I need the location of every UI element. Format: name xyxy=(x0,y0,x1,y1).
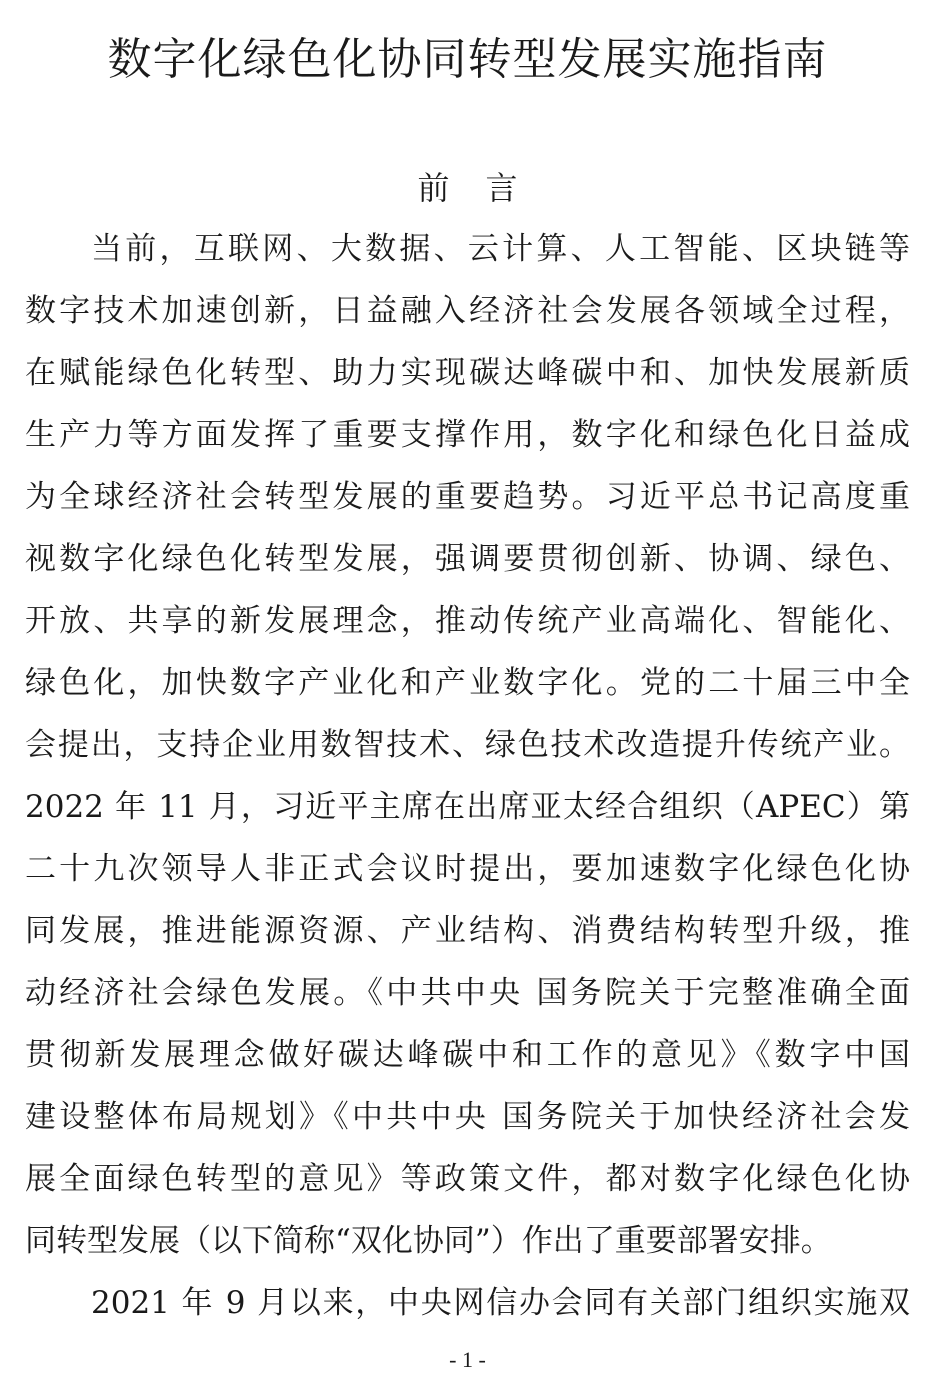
section-heading-char-2: 言 xyxy=(485,169,518,207)
paragraph-line: 二十九次领导人非正式会议时提出，要加速数字化绿色化协 xyxy=(25,851,910,887)
paragraph-line: 为全球经济社会转型发展的重要趋势。习近平总书记高度重 xyxy=(25,479,910,515)
paragraph-line: 生产力等方面发挥了重要支撑作用，数字化和绿色化日益成 xyxy=(25,417,910,453)
paragraph-line: 同发展，推进能源资源、产业结构、消费结构转型升级，推 xyxy=(25,913,910,949)
paragraph-line: 数字技术加速创新，日益融入经济社会发展各领域全过程， xyxy=(25,293,910,329)
paragraph-line: 会提出，支持企业用数智技术、绿色技术改造提升传统产业。 xyxy=(25,727,910,763)
paragraph-line: 开放、共享的新发展理念，推动传统产业高端化、智能化、 xyxy=(25,603,910,639)
paragraph-line: 动经济社会绿色发展。《中共中央 国务院关于完整准确全面 xyxy=(25,975,910,1011)
paragraph-line: 2021 年 9 月以来，中央网信办会同有关部门组织实施双 xyxy=(91,1285,910,1321)
section-heading-char-1: 前 xyxy=(417,169,450,207)
paragraph-1 xyxy=(25,218,910,1272)
paragraph-line: 同转型发展（以下简称“双化协同”）作出了重要部署安排。 xyxy=(25,1223,832,1259)
page-number: - 1 - xyxy=(449,1347,486,1372)
body-text xyxy=(25,218,910,1334)
paragraph-2 xyxy=(25,1272,910,1334)
paragraph-line: 2022 年 11 月，习近平主席在出席亚太经合组织（APEC）第 xyxy=(25,789,910,825)
paragraph-line: 贯彻新发展理念做好碳达峰碳中和工作的意见》《数字中国 xyxy=(25,1037,910,1073)
paragraph-line: 在赋能绿色化转型、助力实现碳达峰碳中和、加快发展新质 xyxy=(25,355,910,391)
section-heading-preface xyxy=(0,162,935,214)
paragraph-line: 当前，互联网、大数据、云计算、人工智能、区块链等 xyxy=(91,231,910,267)
paragraph-line: 视数字化绿色化转型发展，强调要贯彻创新、协调、绿色、 xyxy=(25,541,910,577)
paragraph-line: 绿色化，加快数字产业化和产业数字化。党的二十届三中全 xyxy=(25,665,910,701)
paragraph-line: 展全面绿色转型的意见》等政策文件，都对数字化绿色化协 xyxy=(25,1161,910,1197)
paragraph-line: 建设整体布局规划》《中共中央 国务院关于加快经济社会发 xyxy=(25,1099,910,1135)
document-title: 数字化绿色化协同转型发展实施指南 xyxy=(107,34,828,85)
